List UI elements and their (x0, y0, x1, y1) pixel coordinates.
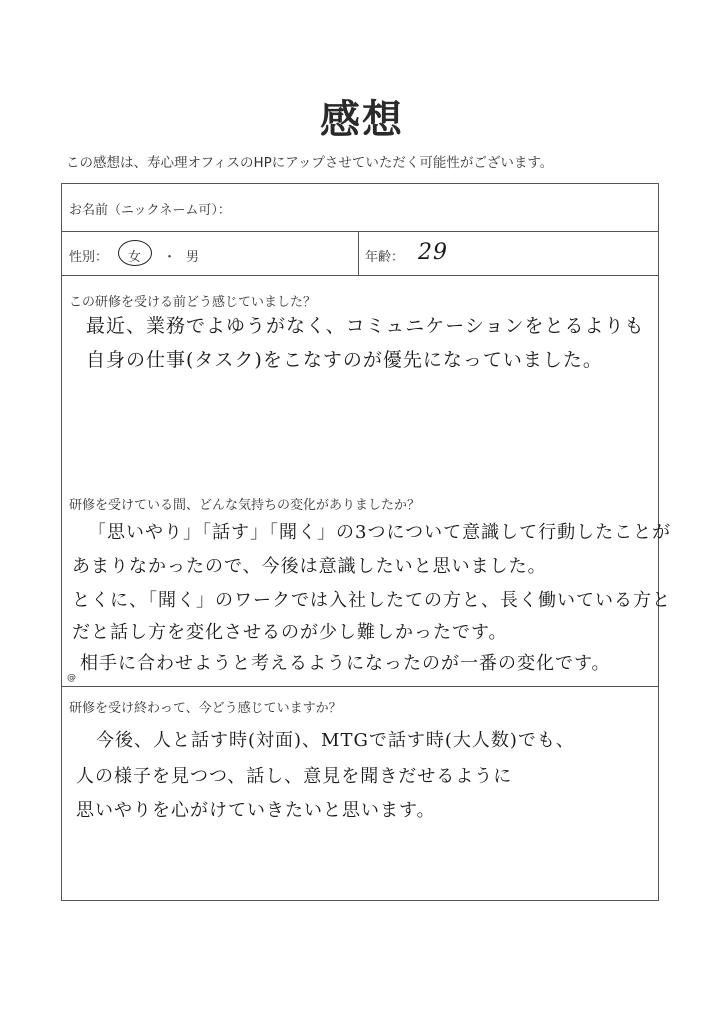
q3-label: 研修を受け終わって、今どう感じていますか？ (69, 701, 342, 716)
q3-answer-line: 人の様子を見つつ、話し、意見を聞きだせるように (76, 766, 513, 787)
publication-notice: この感想は、寿心理オフィスのHPにアップさせていただく可能性がございます。 (66, 155, 554, 171)
gender-separator: ・ (163, 250, 177, 265)
q3-answer-line: 今後、人と話す時(対面)、MTGで話す時(大人数)でも、 (96, 730, 575, 751)
page-title: 感想 (320, 97, 404, 143)
gender-label: 性別： (69, 250, 109, 265)
feedback-form (61, 183, 672, 901)
q3-answer-line: 思いやりを心がけていきたいと思います。 (76, 800, 436, 821)
q1-answer-line: 最近、業務でよゆうがなく、コミュニケーションをとるよりも (86, 315, 645, 337)
q1-answer-line: 自身の仕事(タスク)をこなすのが優先になっていました。 (86, 349, 603, 371)
gender-female: 女 (128, 250, 142, 265)
age-value: 29 (418, 240, 448, 265)
q2-answer-line: だと話し方を変化させるのが少し難しかったです。 (72, 622, 508, 643)
gender-male: 男 (186, 250, 200, 265)
q2-label: 研修を受けている間、どんな気持ちの変化がありましたか？ (69, 498, 421, 513)
q1-label: この研修を受ける前どう感じていました？ (69, 295, 317, 310)
q2-answer-line: とくに、「聞く」のワークでは入社したての方と、長く働いている方と (72, 590, 671, 611)
name-label: お名前（ニックネーム可）： (69, 203, 231, 218)
info-row (62, 232, 658, 276)
name-row (62, 184, 658, 232)
q3-divider (62, 686, 658, 687)
q2-mark: @ (67, 673, 76, 683)
info-divider (358, 232, 359, 275)
q2-answer-line: あまりなかったので、今後は意識したいと思いました。 (72, 556, 547, 577)
q2-answer-line: 「思いやり」「話す」「聞く」の3つについて意識して行動したことが (88, 522, 672, 543)
q2-answer-line: 相手に合わせようと考えるようになったのが一番の変化です。 (80, 653, 611, 674)
age-label: 年齢： (365, 250, 405, 265)
